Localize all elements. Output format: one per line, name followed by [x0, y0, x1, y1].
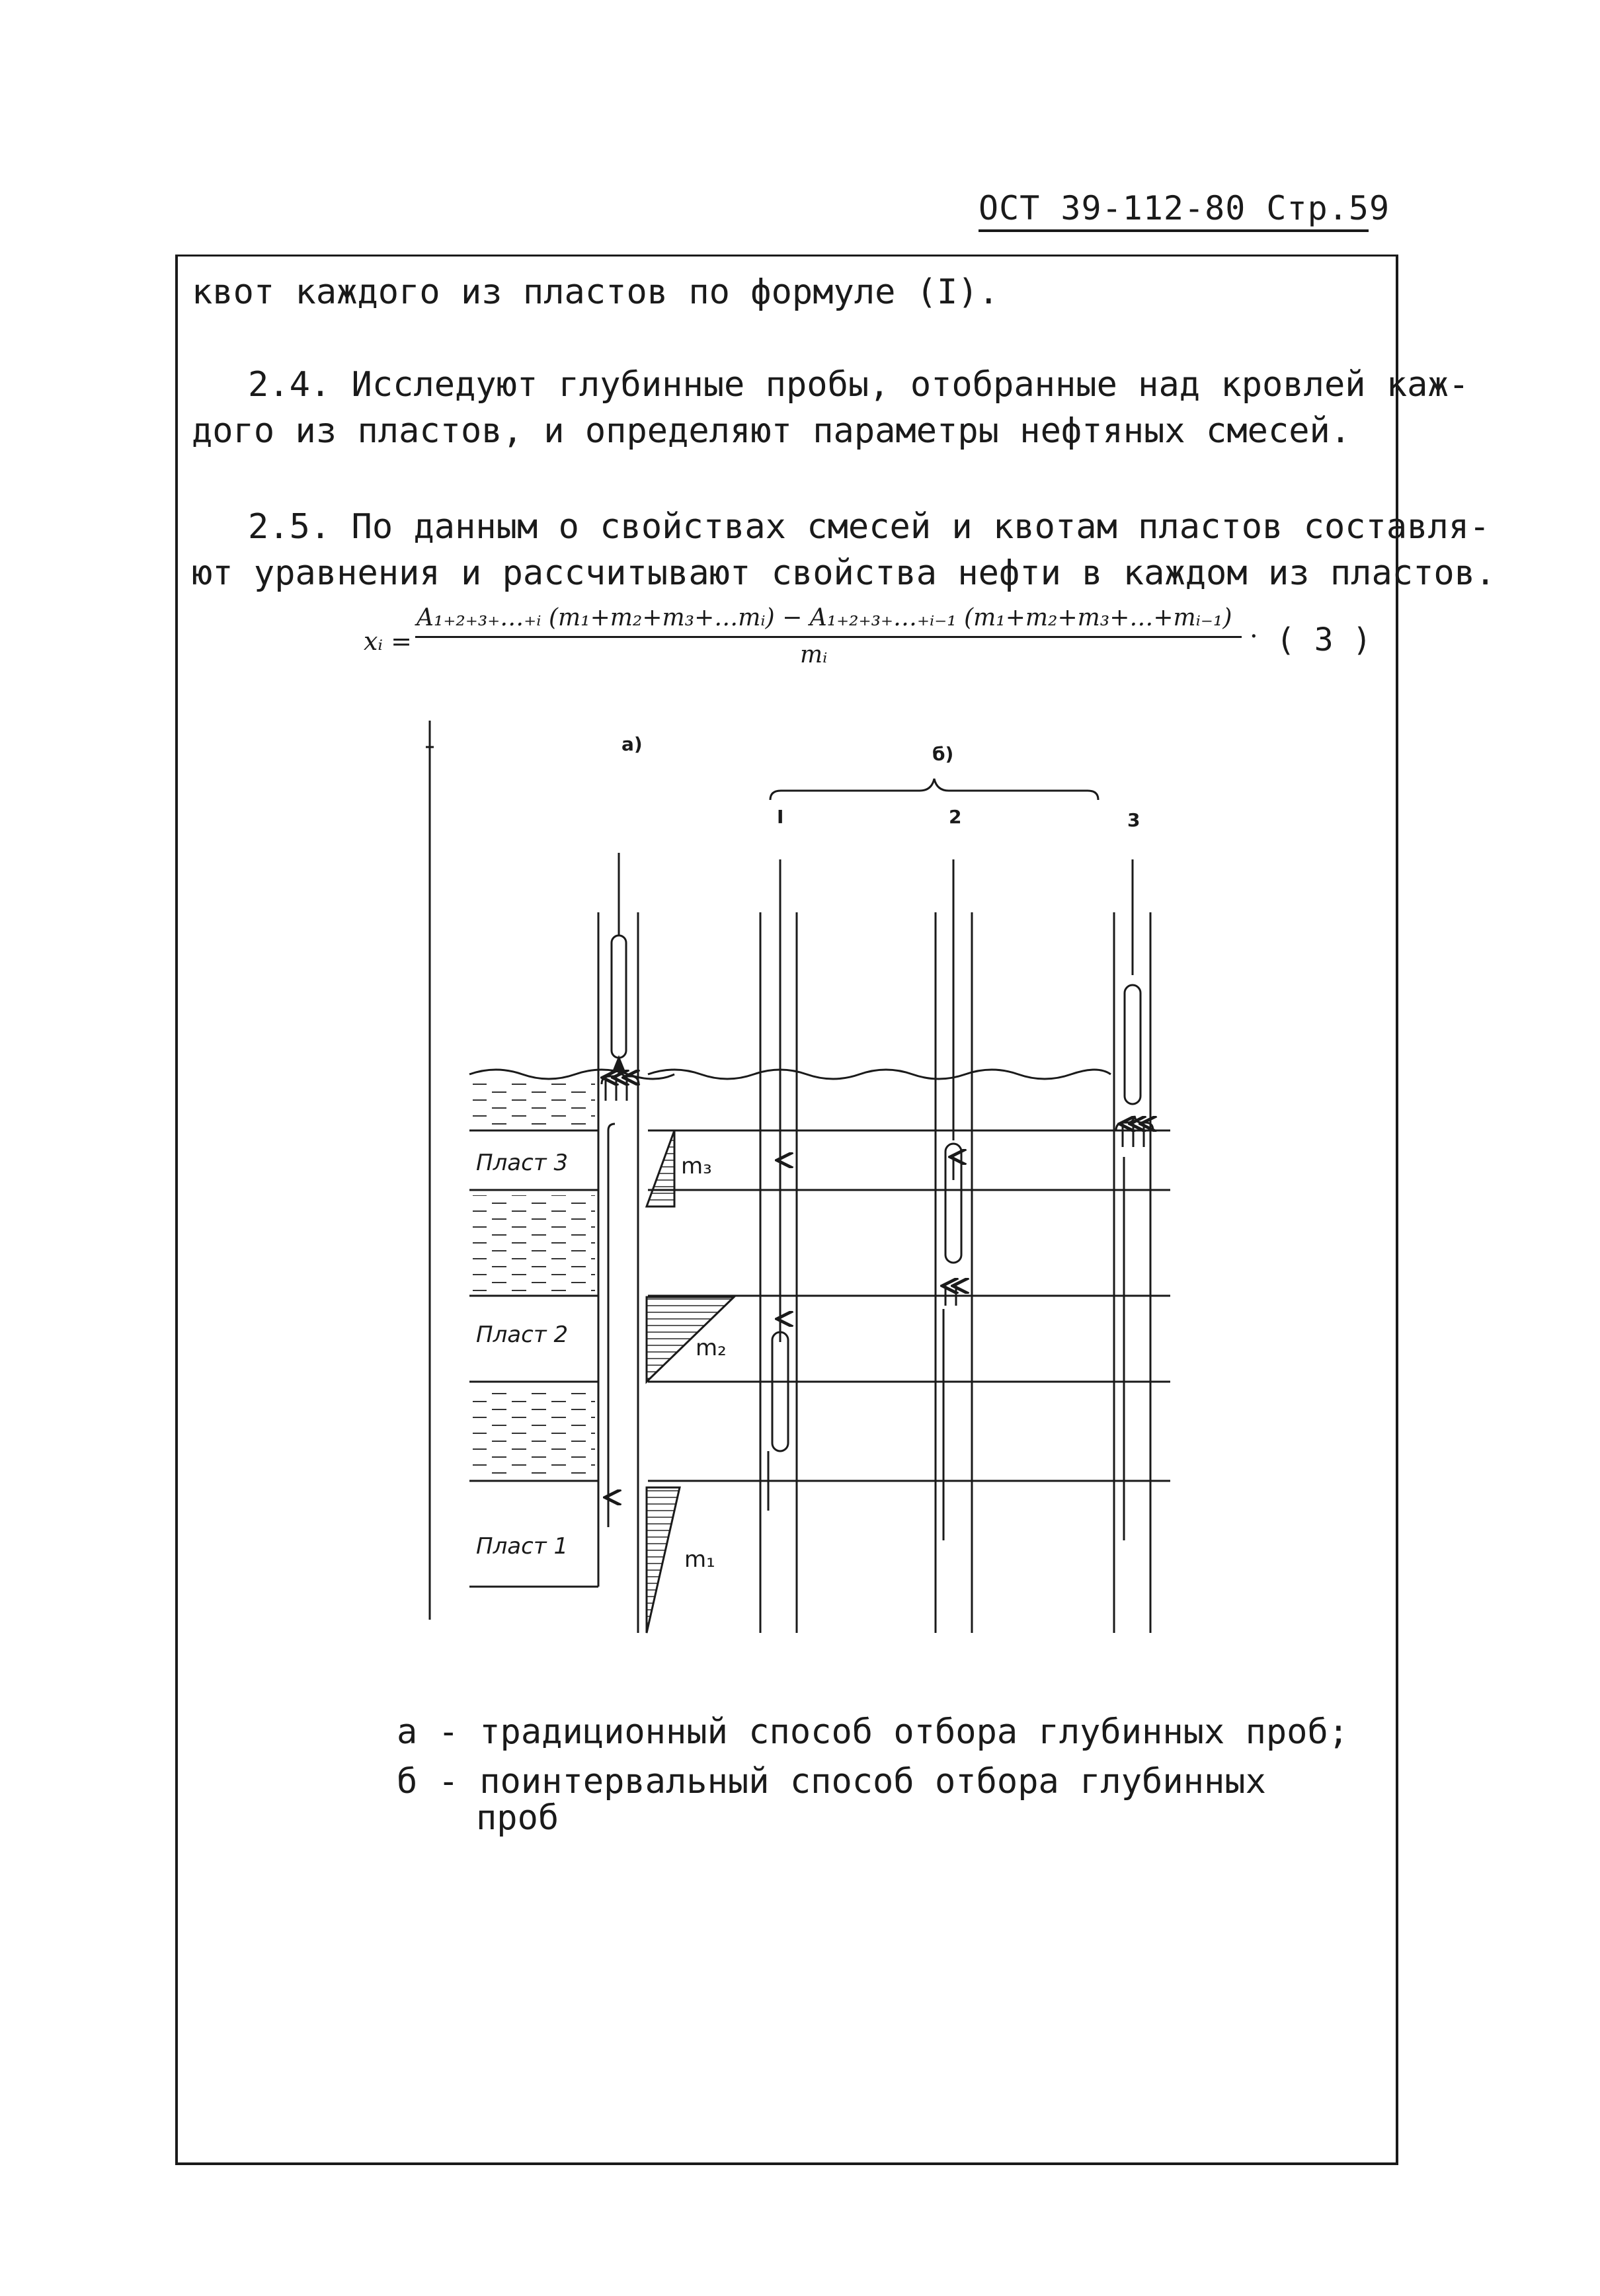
label-b: б) — [932, 743, 954, 765]
formula-number: ( 3 ) — [1276, 621, 1372, 658]
well-label-2: 2 — [949, 806, 962, 828]
caption-a: а - традиционный способ отбора глубинных проб; — [397, 1712, 1349, 1752]
caption-b-line-1: б - поинтервальный способ отбора глубинных — [397, 1762, 1266, 1801]
layer-label-1: Пласт 1 — [476, 1533, 569, 1560]
shale-band-bottom — [473, 1387, 595, 1476]
formula-lhs: xᵢ = — [364, 627, 412, 656]
formula-fraction-bar — [415, 636, 1242, 638]
formula-numerator: A₁₊₂₊₃₊…₊ᵢ (m₁+m₂+m₃+…mᵢ) − A₁₊₂₊₃₊…₊ᵢ₋₁ (m₁+m₂+m₃+…+mᵢ₋₁) — [417, 604, 1232, 631]
well-label-1: I — [777, 806, 784, 828]
document-header: ОСТ 39-112-80 Стр.59 — [979, 188, 1369, 232]
paragraph-2-4-line-1: 2.4. Исследуют глубинные пробы, отобранные над кровлей каж- — [248, 365, 1470, 405]
layer-label-2: Пласт 2 — [476, 1322, 569, 1348]
quota-label-m1: m₁ — [684, 1546, 715, 1573]
caption-b-line-2: проб — [476, 1798, 559, 1838]
formula-3 — [364, 595, 1395, 688]
label-a: а) — [621, 733, 643, 755]
quota-label-m3: m₃ — [681, 1153, 712, 1179]
shale-band-top — [473, 1083, 595, 1127]
quota-label-m2: m₂ — [696, 1335, 727, 1361]
formula-dot: · — [1250, 621, 1258, 652]
sampling-diagram — [410, 707, 1203, 1653]
paragraph-2-4-line-2: дого из пластов, и определяют параметры нефтяных смесей. — [192, 411, 1351, 451]
text-line-continuation: квот каждого из пластов по формуле (I). — [192, 272, 999, 312]
formula-denominator: mᵢ — [800, 641, 828, 668]
paragraph-2-5-line-2: ют уравнения и рассчитывают свойства нефти в каждом из пластов. — [192, 553, 1496, 593]
paragraph-2-5-line-1: 2.5. По данным о свойствах смесей и квотам пластов составля- — [248, 507, 1490, 547]
layer-label-3: Пласт 3 — [476, 1150, 569, 1176]
shale-band-middle — [473, 1195, 595, 1291]
well-label-3: 3 — [1127, 809, 1140, 831]
